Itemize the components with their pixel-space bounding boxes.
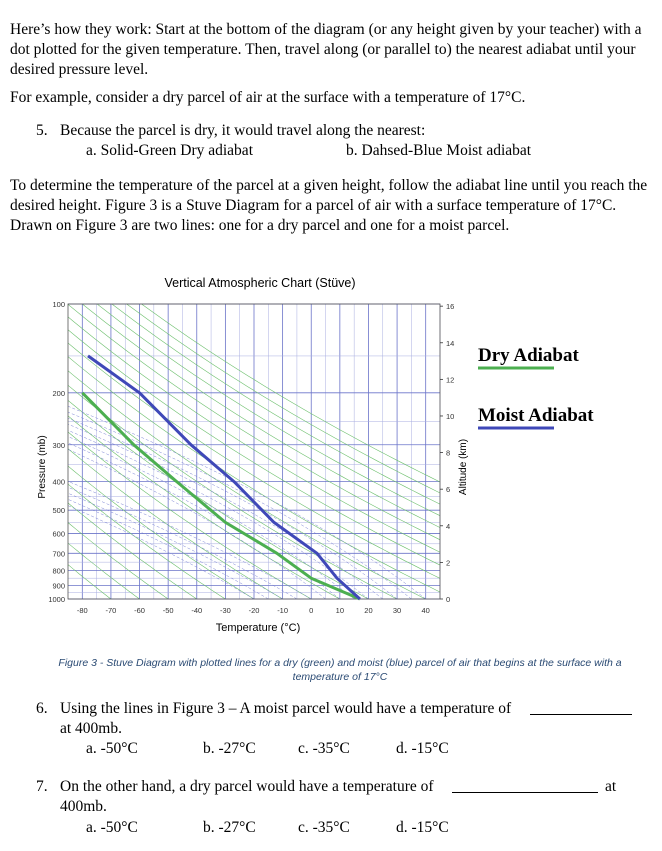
x-tick-label: -80 — [76, 606, 88, 615]
altitude-tick-label: 2 — [446, 558, 451, 568]
q7-answer-blank[interactable] — [452, 778, 598, 793]
axis-ticks — [48, 300, 454, 615]
q6-number: 6. — [36, 700, 48, 717]
altitude-tick-label: 14 — [446, 338, 455, 348]
q6-option-c[interactable]: c. -35°C — [298, 740, 350, 757]
x-tick-label: -50 — [162, 606, 174, 615]
y-tick-label: 700 — [52, 549, 65, 559]
q7-number: 7. — [36, 778, 48, 795]
y-tick-label: 600 — [52, 529, 65, 539]
q7-option-d[interactable]: d. -15°C — [396, 819, 449, 836]
altitude-tick-label: 10 — [446, 411, 455, 421]
altitude-tick-label: 6 — [446, 485, 451, 495]
background-dry-adiabat — [142, 304, 662, 599]
x-tick-label: 20 — [364, 606, 373, 615]
x-tick-label: 40 — [421, 606, 430, 615]
y-tick-label: 200 — [52, 388, 65, 398]
x-tick-label: -60 — [134, 606, 145, 615]
y-tick-label: 1000 — [48, 595, 65, 604]
x-tick-label: 30 — [392, 606, 402, 615]
q5-option-a[interactable]: a. Solid-Green Dry adiabat — [86, 142, 253, 159]
altitude-tick-label: 12 — [446, 375, 455, 385]
background-dry-adiabat — [8, 304, 454, 599]
q6-prompt-continued: at 400mb. — [60, 720, 122, 737]
q6-answer-blank[interactable] — [530, 700, 632, 715]
q7-option-c[interactable]: c. -35°C — [298, 819, 350, 836]
stuve-chart — [0, 268, 662, 648]
x-tick-label: -40 — [191, 606, 203, 615]
x-tick-label: -10 — [277, 606, 289, 615]
example-paragraph: For example, consider a dry parcel of air at the surface with a temperature of 17°C. — [10, 89, 526, 106]
q7-prompt: On the other hand, a dry parcel would have a temperature of — [60, 778, 434, 795]
y-tick-label: 800 — [52, 566, 65, 576]
background-moist-adiabat — [0, 393, 325, 599]
x-tick-label: -20 — [248, 606, 260, 615]
q6-text — [60, 700, 511, 718]
determine-paragraph: To determine the temperature of the parcel at a given height, follow the adiabat line until you reach the desired height. Figure 3 is a Stuve Diagram for a parcel of air with a surface temperature of 17°C. Drawn on Figure 3 are two lines: one for a dry parcel and one for a moist parcel. — [10, 177, 648, 234]
background-moist-adiabat — [20, 393, 411, 599]
background-moist-adiabat — [34, 393, 425, 599]
background-dry-adiabat — [0, 304, 340, 599]
intro-paragraph: Here’s how they work: Start at the bottom of the diagram (or any height given by your teacher) with a dot plotted for the given temperature. Then, travel along (or parallel to) the nearest adiabat until your desired pressure level. — [10, 21, 642, 78]
q6-option-b[interactable]: b. -27°C — [203, 740, 256, 757]
q5-number: 5. — [36, 122, 48, 139]
background-dry-adiabat — [0, 304, 197, 599]
x-axis-label: Temperature (°C) — [215, 622, 301, 634]
q6-option-d[interactable]: d. -15°C — [396, 740, 449, 757]
altitude-tick-label: 0 — [446, 595, 451, 604]
x-tick-label: 10 — [335, 606, 345, 615]
altitude-tick-label: 8 — [446, 448, 451, 458]
q7-prompt-continued: 400mb. — [60, 798, 107, 815]
y-tick-label: 900 — [52, 581, 65, 591]
y-tick-label: 500 — [52, 506, 65, 516]
q5-option-b[interactable]: b. Dahsed-Blue Moist adiabat — [346, 142, 532, 159]
y-tick-label: 400 — [52, 477, 65, 487]
x-tick-label: 0 — [309, 606, 314, 615]
altitude-tick-label: 4 — [446, 521, 451, 531]
figure-caption: Figure 3 - Stuve Diagram with plotted lines for a dry (green) and moist (blue) parcel of air that begins at the surface with a temperature of 17°C — [58, 657, 622, 683]
background-dry-adiabat — [0, 304, 140, 599]
y-tick-label: 300 — [52, 440, 65, 450]
q7-prompt-after: at — [605, 778, 617, 795]
altitude-axis-label: Altitude (km) — [458, 438, 469, 496]
x-tick-label: -70 — [105, 606, 117, 615]
background-dry-adiabat — [38, 304, 512, 599]
chart-title: Vertical Atmospheric Chart (Stüve) — [164, 276, 356, 290]
dry-adiabat-series — [82, 393, 360, 599]
x-tick-label: -30 — [219, 606, 231, 615]
altitude-tick-label: 16 — [446, 302, 455, 312]
background-dry-adiabat — [127, 304, 662, 599]
q7-option-b[interactable]: b. -27°C — [203, 819, 256, 836]
legend-dry-label: Dry Adiabat — [478, 345, 579, 366]
q6-prompt: Using the lines in Figure 3 – A moist parcel would have a temperature of — [60, 700, 512, 717]
q5-text: Because the parcel is dry, it would travel along the nearest: — [60, 122, 426, 139]
legend-moist-label: Moist Adiabat — [478, 405, 594, 426]
y-axis-label: Pressure (mb) — [37, 435, 48, 499]
q7-option-a[interactable]: a. -50°C — [86, 819, 138, 836]
y-tick-label: 100 — [52, 300, 65, 309]
q6-option-a[interactable]: a. -50°C — [86, 740, 138, 757]
